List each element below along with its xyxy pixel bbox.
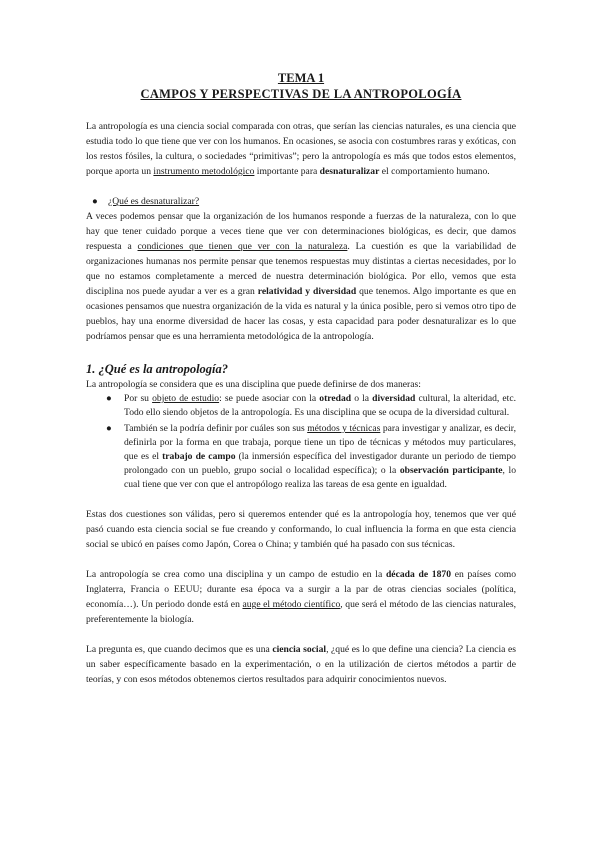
bold-term: relatividad y diversidad [257,286,357,297]
question-bullet [86,194,516,209]
underlined-term: instrumento metodológico [153,166,255,177]
page-subtitle: CAMPOS Y PERSPECTIVAS DE LA ANTROPOLOGÍA [140,87,462,101]
bold-term: desnaturalizar [319,166,380,177]
bullet-icon: ● [106,423,112,434]
underlined-term: condiciones que tienen que ver con la naturaleza [137,241,348,252]
bullet-icon: ● [92,196,98,207]
pregunta-paragraph: La pregunta es, que cuando decimos que es una ciencia social, ¿qué es lo que define una ciencia? La ciencia es un saber específicamente basado en la experimentación, o en la utilización de ciertos métodos a partir de teorías, y con esos métodos obtenemos ciertos resultados para adquirir conocimientos nuevos. [86,644,516,685]
bold-term: diversidad [372,393,416,404]
1870-paragraph: La antropología se crea como una disciplina y un campo de estudio en la década de 1870 en países como Inglaterra, Francia o EEUU; durante esa época va a surgir a la par de otras ciencias sociales (política, economía…). Un periodo donde está en auge el método científico, que será el método de las ciencias naturales, preferentemente la biología. [86,569,517,625]
intro-paragraph: La antropología es una ciencia social comparada con otras, que serían las ciencias naturales, es una ciencia que estudia todo lo que tiene que ver con los humanos. En ocasiones, se asocia con costumbres raras y exóticas, con los restos fósiles, la cultura, o sociedades “primitivas”; pero la antropología es más que todos estos elementos, porque aporta un instrumento metodológico importante para desnaturalizar el comportamiento humano. [86,121,516,177]
bold-term: década de 1870 [385,569,451,580]
section-lead: La antropología se considera que es una disciplina que puede definirse de dos maneras: [86,379,421,390]
underlined-term: métodos y técnicas [307,423,381,434]
bold-term: ciencia social [272,644,327,655]
list-item: ● También se la podría definir por cuáles son sus métodos y técnicas para investigar y analizar, es decir, definirla por la forma en que trabaja, porque tiene un tipo de técnicas y métodos muy particulares, que es el trabajo de campo (la inmersión específica del investigador durante un periodo de tiempo prolongado con un pueblo, grupo social o localidad específica); o la observación participante, lo cual tiene que ver con que el antropólogo realiza las tareas de esa gente en igualdad. [106,423,516,490]
validas-paragraph: Estas dos cuestiones son válidas, pero si queremos entender qué es la antropología hoy, tenemos que ver qué pasó cuando esta ciencia social se fue creando y conformando, lo cual influencia la forma en que esta ciencia social se ubicó en países como Japón, Corea o China; y también qué ha pasado con sus técnicas. [86,509,516,550]
question-text: ¿Qué es desnaturalizar? [108,196,200,207]
underlined-term: auge el método científico [242,599,341,610]
bullet-icon: ● [106,393,112,404]
desnaturalizar-paragraph: A veces podemos pensar que la organización de los humanos responde a fuerzas de la naturaleza, con lo que hay que tener cuidado porque a veces tiene que ver con determinaciones biológicas, es decir, que damos respuesta a condiciones que tienen que ver con la naturaleza. La cuestión es que la variabilidad de organizaciones humanas nos permite pensar que tenemos respuestas muy distintas a ciertas necesidades, por lo que no estamos completamente a merced de nuestra determinación biológica. Por ello, vemos que esta disciplina nos puede ayudar a ver es a gran relatividad y diversidad que tenemos. Algo importante es que en ocasiones pensamos que nuestra organización de la vida es natural y la única posible, pero si vemos otro tipo de pueblos, hay una enorme diversidad de hacer las cosas, y esta capacidad para poder desnaturalizar es lo que podríamos pensar que es una herramienta metodológica de la antropología. [86,211,516,342]
bold-term: trabajo de campo [162,451,236,462]
definition-list [86,392,516,492]
underlined-term: objeto de estudio [152,393,220,404]
bold-term: observación participante [399,465,503,476]
list-item: ● Por su objeto de estudio: se puede asociar con la otredad o la diversidad cultural, la alteridad, etc. Todo ello siendo objetos de la antropología. Es una disciplina que se ocupa de la diversidad cultural. [106,393,516,418]
bold-term: otredad [319,393,352,404]
page-title: TEMA 1 [277,71,325,85]
section-heading: 1. ¿Qué es la antropología? [86,362,229,376]
